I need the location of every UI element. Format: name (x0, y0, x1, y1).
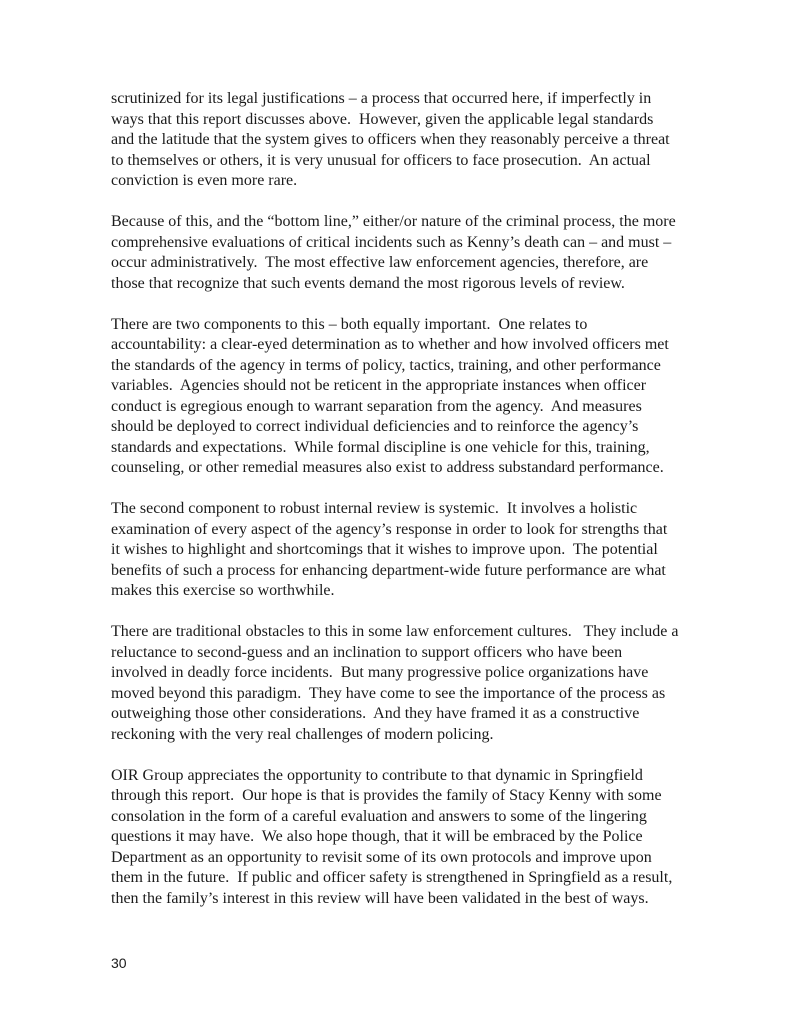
paragraph: OIR Group appreciates the opportunity to contribute to that dynamic in Springfield through this report. Our hope is that is provides the family of Stacy Kenny with some consolation in the form of a careful evaluation and answers to some of the lingering questions it may have. We also hope though, that it will be embraced by the Police Department as an opportunity to revisit some of its own protocols and improve upon them in the future. If public and officer safety is strengthened in Springfield as a result, then the family’s interest in this review will have been validated in the best of ways. (111, 766, 677, 907)
paragraph: scrutinized for its legal justifications – a process that occurred here, if imperfectly in ways that this report discusses above. However, given the applicable legal standards and the latitude that the system gives to officers when they reasonably perceive a threat to themselves or others, it is very unusual for officers to face prosecution. An actual conviction is even more rare. (111, 90, 674, 189)
paragraph: There are two components to this – both equally important. One relates to accountability: a clear-eyed determination as to whether and how involved officers met the standards of the agency in terms of policy, tactics, training, and other performance variables. Agencies should not be reticent in the appropriate instances when officer conduct is egregious enough to warrant separation from the agency. And measures should be deployed to correct individual deficiencies and to reinforce the agency’s standards and expectations. While formal discipline is one vehicle for this, training, counseling, or other remedial measures also exist to address substandard performance. (111, 315, 673, 476)
paragraph: Because of this, and the “bottom line,” either/or nature of the criminal process, the more comprehensive evaluations of critical incidents such as Kenny’s death can – and must – occur administratively. The most effective law enforcement agencies, therefore, are those that recognize that such events demand the most rigorous levels of review. (111, 213, 680, 292)
page-body-text (111, 89, 683, 930)
paragraph: There are traditional obstacles to this in some law enforcement cultures. They include a reluctance to second-guess and an inclination to support officers who have been involved in deadly force incidents. But many progressive police organizations have moved beyond this paradigm. They have come to see the importance of the process as outweighing those other considerations. And they have framed it as a constructive reckoning with the very real challenges of modern policing. (111, 623, 683, 743)
page-number: 30 (111, 955, 127, 971)
paragraph: The second component to robust internal review is systemic. It involves a holistic examination of every aspect of the agency’s response in order to look for strengths that it wishes to highlight and shortcomings that it wishes to improve upon. The potential benefits of such a process for enhancing department-wide future performance are what makes this exercise so worthwhile. (111, 500, 672, 599)
